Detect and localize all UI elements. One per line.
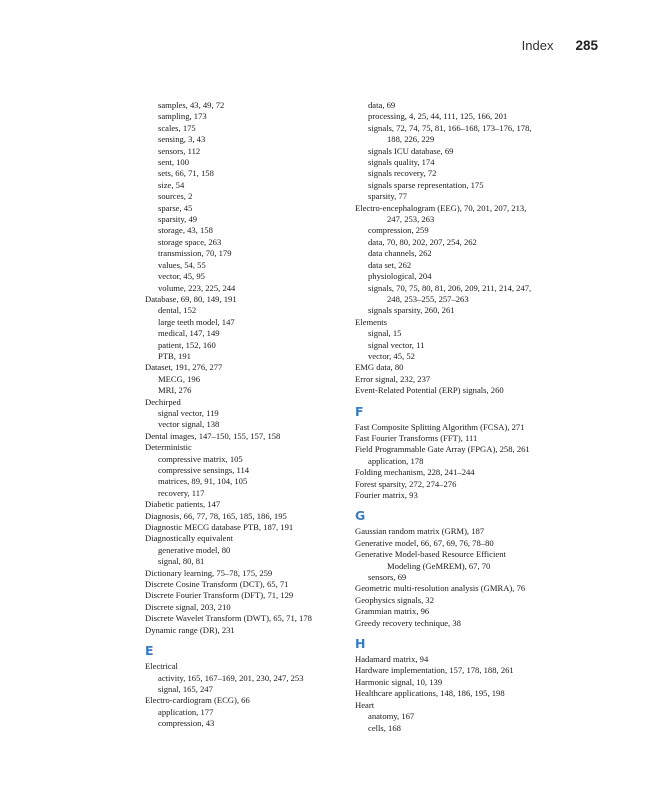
index-entry: Greedy recovery technique, 38 (355, 617, 461, 628)
index-subentry: matrices, 89, 91, 104, 105 (158, 476, 248, 487)
index-subentry: application, 177 (158, 706, 214, 717)
index-subentry: size, 54 (158, 179, 185, 190)
index-subentry: cells, 168 (368, 722, 401, 733)
index-subentry: sparsity, 77 (368, 191, 408, 202)
index-entry: Discrete Cosine Transform (DCT), 65, 71 (145, 579, 289, 590)
index-subentry: medical, 147, 149 (158, 328, 220, 339)
index-entry: Electrical (145, 661, 178, 672)
index-subentry: activity, 165, 167–169, 201, 230, 247, 253 (158, 672, 304, 683)
index-subentry: data set, 262 (368, 259, 412, 270)
section-letter: F (355, 403, 364, 419)
index-subentry: compression, 43 (158, 718, 215, 729)
index-subentry: recovery, 117 (158, 487, 205, 498)
index-entry: Dataset, 191, 276, 277 (145, 362, 223, 373)
index-entry: Dictionary learning, 75–78, 175, 259 (145, 567, 273, 578)
index-entry: Generative model, 66, 67, 69, 76, 78–80 (355, 537, 494, 548)
index-subentry: PTB, 191 (158, 350, 191, 361)
index-entry: Geophysics signals, 32 (355, 594, 435, 605)
index-subentry: patient, 152, 160 (158, 339, 216, 350)
index-entry: Field Programmable Gate Array (FPGA), 258, 261 (355, 444, 530, 455)
index-subentry: data, 69 (368, 100, 396, 110)
section-letter: H (355, 636, 366, 652)
index-subentry: signals ICU database, 69 (368, 145, 454, 156)
index-entry: Diagnostically equivalent (145, 533, 234, 544)
index-subentry: generative model, 80 (158, 544, 231, 555)
index-subentry: sampling, 173 (158, 111, 207, 122)
index-entry: Deterministic (145, 442, 192, 453)
index-subentry: MRI, 276 (158, 385, 192, 396)
index-entry: Diagnostic MECG database PTB, 187, 191 (145, 522, 294, 533)
index-continuation: 188, 226, 229 (387, 134, 435, 145)
index-subentry: compressive sensings, 114 (158, 465, 250, 475)
page-number: 285 (575, 38, 598, 53)
index-subentry: signals sparsity, 260, 261 (368, 305, 455, 316)
index-entry: Geometric multi-resolution analysis (GMRA), 76 (355, 583, 526, 594)
index-subentry: compression, 259 (368, 225, 429, 236)
index-entry: Diagnosis, 66, 77, 78, 165, 185, 186, 195 (145, 510, 287, 521)
section-letter: E (145, 643, 154, 659)
index-entry: Elements (355, 316, 387, 327)
index-entry: Discrete Fourier Transform (DFT), 71, 129 (145, 590, 294, 601)
index-subentry: sparsity, 49 (158, 214, 198, 225)
index-subentry: compressive matrix, 105 (158, 453, 243, 464)
index-entry: Dynamic range (DR), 231 (145, 624, 235, 635)
index-entry: EMG data, 80 (355, 362, 404, 373)
index-subentry: signal vector, 119 (158, 407, 219, 418)
index-entry: Diabetic patients, 147 (145, 499, 221, 510)
index-entry: Discrete signal, 203, 210 (145, 601, 231, 612)
index-subentry: sent, 100 (158, 157, 190, 168)
index-subentry: transmission, 70, 179 (158, 248, 232, 259)
index-entry: Electro-cardiogram (ECG), 66 (145, 695, 250, 706)
index-subentry: volume, 223, 225, 244 (158, 282, 236, 293)
index-subentry: sources, 2 (158, 191, 193, 202)
index-continuation: 248, 253–255, 257–263 (387, 293, 469, 304)
section-letter: G (355, 508, 366, 524)
index-subentry: application, 178 (368, 455, 424, 466)
index-subentry: dental, 152 (158, 305, 197, 316)
index-entry: Hardware implementation, 157, 178, 188, 261 (355, 665, 514, 676)
index-subentry: sets, 66, 71, 158 (158, 168, 214, 179)
index-entry: Fast Composite Splitting Algorithm (FCSA), 271 (355, 421, 525, 432)
index-subentry: data, 70, 80, 202, 207, 254, 262 (368, 236, 477, 247)
index-entry: Grammian matrix, 96 (355, 606, 430, 617)
index-subentry: signal, 165, 247 (158, 683, 213, 694)
index-subentry: signals recovery, 72 (368, 168, 437, 179)
index-entry: Database, 69, 80, 149, 191 (145, 293, 237, 304)
index-subentry: anatomy, 167 (368, 711, 415, 722)
index-entry: Electro-encephalogram (EEG), 70, 201, 207, 213, (355, 202, 527, 213)
index-entry: Fourier matrix, 93 (355, 490, 418, 500)
index-continuation: Modeling (GeMREM), 67, 70 (387, 560, 491, 571)
index-subentry: MECG, 196 (158, 373, 201, 384)
index-entry: Event-Related Potential (ERP) signals, 260 (355, 385, 504, 396)
index-entry: Hadamard matrix, 94 (355, 654, 429, 665)
index-subentry: large teeth model, 147 (158, 316, 235, 327)
index-subentry: scales, 175 (158, 122, 196, 133)
index-subentry: data channels, 262 (368, 248, 432, 259)
index-entry: Harmonic signal, 10, 139 (355, 676, 443, 687)
index-subentry: sparse, 45 (158, 202, 193, 213)
index-subentry: signals, 72, 74, 75, 81, 166–168, 173–176, 178, (368, 122, 532, 133)
index-subentry: physiological, 204 (368, 271, 432, 282)
index-subentry: signal, 15 (368, 328, 402, 339)
index-entry: Heart (355, 699, 375, 710)
index-subentry: samples, 43, 49, 72 (158, 100, 225, 110)
running-head: Index (521, 38, 554, 53)
page-header (522, 38, 598, 53)
index-subentry: signals, 70, 75, 80, 81, 206, 209, 211, 214, 247, (368, 282, 532, 293)
index-subentry: sensing, 3, 43 (158, 134, 206, 145)
index-subentry: signal vector, 11 (368, 339, 425, 350)
index-entry: Error signal, 232, 237 (355, 373, 431, 384)
index-entry: Generative Model-based Resource Efficient (355, 549, 506, 560)
index-entry: Dechirped (145, 396, 181, 407)
index-subentry: vector, 45, 95 (158, 271, 205, 282)
index-subentry: sensors, 69 (368, 572, 407, 583)
index-subentry: sensors, 112 (158, 145, 201, 156)
index-subentry: storage, 43, 158 (158, 225, 213, 236)
index-entry: Fast Fourier Transforms (FFT), 111 (355, 432, 478, 443)
index-entry: Folding mechanism, 228, 241–244 (355, 467, 475, 478)
index-subentry: signals sparse representation, 175 (368, 179, 484, 190)
index-entry: Discrete Wavelet Transform (DWT), 65, 71, 178 (145, 613, 312, 624)
index-subentry: signals quality, 174 (368, 157, 435, 168)
index-subentry: signal, 80, 81 (158, 556, 205, 567)
index-column-right (355, 100, 595, 734)
index-subentry: storage space, 263 (158, 236, 222, 247)
index-subentry: vector signal, 138 (158, 419, 220, 430)
index-entry: Gaussian random matrix (GRM), 187 (355, 526, 485, 537)
index-continuation: 247, 253, 263 (387, 214, 435, 225)
index-entry: Healthcare applications, 148, 186, 195, 198 (355, 688, 505, 699)
index-subentry: values, 54, 55 (158, 259, 206, 270)
index-subentry: processing, 4, 25, 44, 111, 125, 166, 201 (368, 111, 508, 122)
index-subentry: vector, 45, 52 (368, 350, 415, 361)
index-entry: Forest sparsity, 272, 274–276 (355, 478, 457, 489)
index-column-left (145, 100, 345, 730)
index-entry: Dental images, 147–150, 155, 157, 158 (145, 430, 281, 441)
